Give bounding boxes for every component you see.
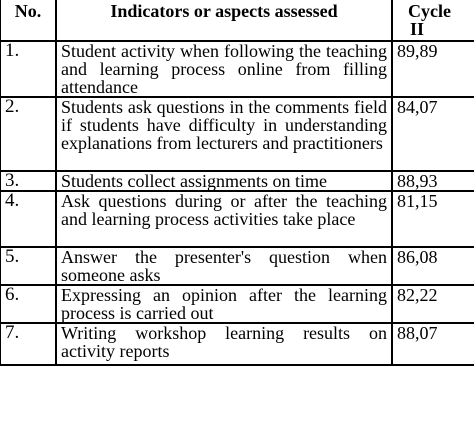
row-number: 6. [0, 285, 56, 323]
row-number: 4. [0, 191, 56, 247]
header-cycle [392, 0, 474, 41]
header-indicators: Indicators or aspects assessed [56, 0, 392, 41]
row-indicator: Answer the presenter's question when someone asks [56, 247, 392, 285]
header-no: No. [0, 0, 56, 41]
row-value: 82,22 [392, 285, 474, 323]
row-value: 89,89 [392, 41, 474, 97]
table-row [0, 41, 474, 97]
table-row [0, 247, 474, 285]
row-value: 88,93 [392, 171, 474, 191]
row-number: 2. [0, 97, 56, 171]
row-number: 5. [0, 247, 56, 285]
row-value: 88,07 [392, 323, 474, 365]
row-number: 1. [0, 41, 56, 97]
table-row [0, 285, 474, 323]
table-row [0, 323, 474, 365]
row-indicator: Student activity when following the teaching and learning process online from filling attendance [56, 41, 392, 97]
row-number: 3. [0, 171, 56, 191]
row-indicator: Ask questions during or after the teaching and learning process activities take place [56, 191, 392, 247]
row-value: 84,07 [392, 97, 474, 171]
table-header-row [0, 0, 474, 41]
row-indicator: Students ask questions in the comments field if students have difficulty in understanding explanations from lecturers and practitioners [56, 97, 392, 171]
table-row [0, 191, 474, 247]
header-cycle-line2: II [410, 19, 425, 39]
row-indicator: Expressing an opinion after the learning process is carried out [56, 285, 392, 323]
row-value: 86,08 [392, 247, 474, 285]
row-indicator: Writing workshop learning results on activity reports [56, 323, 392, 365]
row-indicator: Students collect assignments on time [56, 171, 392, 191]
table-row [0, 97, 474, 171]
table-row [0, 171, 474, 191]
header-cycle-line1: Cycle [408, 1, 451, 21]
row-number: 7. [0, 323, 56, 365]
row-value: 81,15 [392, 191, 474, 247]
